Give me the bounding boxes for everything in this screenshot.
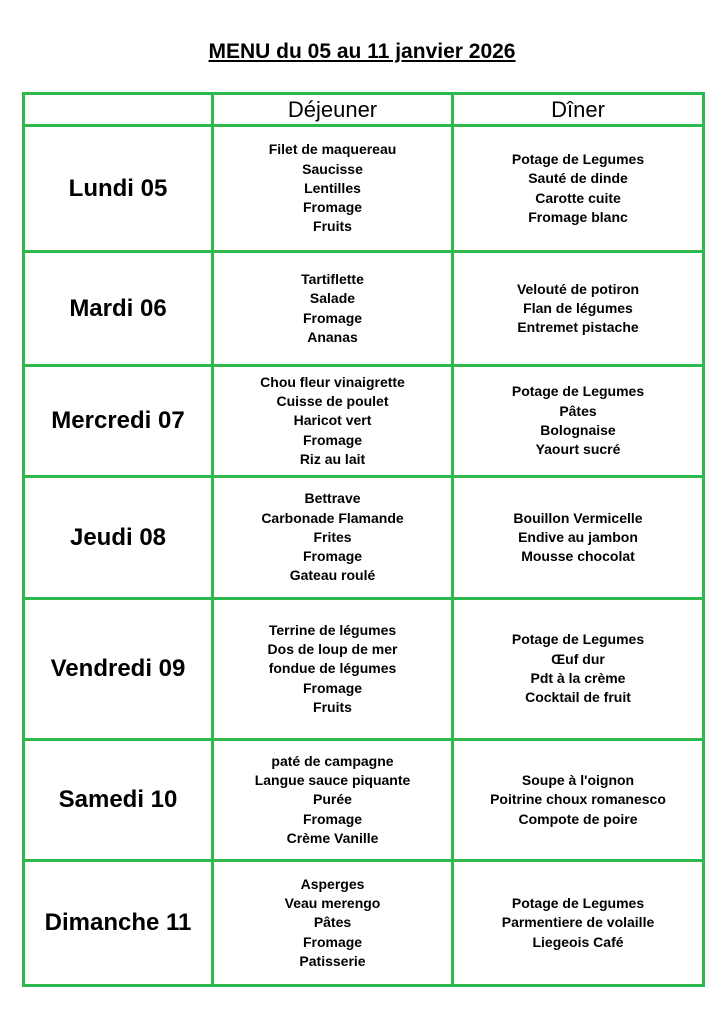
dinner-dish: Pâtes — [559, 402, 597, 419]
lunch-dish: Cuisse de poulet — [276, 393, 389, 410]
lunch-dish: Terrine de légumes — [268, 621, 397, 638]
lunch-header: Déjeuner — [213, 94, 453, 126]
lunch-dish: Fromage — [302, 199, 363, 216]
dinner-dish: Cocktail de fruit — [525, 689, 631, 706]
day-label: Dimanche 11 — [24, 861, 213, 986]
dinner-cell — [453, 477, 704, 599]
page-title: MENU du 05 au 11 janvier 2026 — [208, 40, 516, 63]
lunch-dish: Fruits — [313, 698, 352, 715]
menu-row — [24, 366, 704, 477]
dinner-dish: Bouillon Vermicelle — [513, 509, 643, 526]
lunch-dish: Filet de maquereau — [268, 141, 397, 158]
dinner-dish: Liegeois Café — [532, 933, 624, 950]
lunch-dish: Salade — [309, 290, 356, 307]
day-label: Mardi 06 — [24, 252, 213, 366]
dinner-dish: Potage de Legumes — [511, 631, 645, 648]
day-label: Vendredi 09 — [24, 599, 213, 740]
menu-row — [24, 599, 704, 740]
menu-row — [24, 861, 704, 986]
lunch-dish: Frites — [313, 528, 352, 545]
lunch-dish: Fromage — [302, 548, 363, 565]
dinner-cell — [453, 126, 704, 252]
dinner-dish: Soupe à l'oignon — [521, 772, 635, 789]
menu-table — [22, 92, 705, 987]
dinner-dish: Velouté de potiron — [516, 280, 640, 297]
lunch-cell — [213, 366, 453, 477]
menu-row — [24, 252, 704, 366]
dinner-dish: Œuf dur — [551, 650, 605, 667]
lunch-dish: Gateau roulé — [289, 567, 376, 584]
dinner-cell — [453, 599, 704, 740]
lunch-dish: Riz au lait — [299, 450, 366, 467]
dinner-dish: Mousse chocolat — [521, 548, 635, 565]
dinner-dish: Sauté de dinde — [528, 170, 628, 187]
lunch-cell — [213, 477, 453, 599]
day-label: Jeudi 08 — [24, 477, 213, 599]
dinner-dish: Poitrine choux romanesco — [490, 791, 666, 808]
dinner-header: Dîner — [453, 94, 704, 126]
day-label: Mercredi 07 — [24, 366, 213, 477]
dinner-cell — [453, 861, 704, 986]
dinner-cell — [453, 366, 704, 477]
lunch-dish: Haricot vert — [293, 412, 372, 429]
lunch-cell — [213, 599, 453, 740]
lunch-dish: Ananas — [307, 328, 358, 345]
dinner-dish: Entremet pistache — [517, 319, 639, 336]
lunch-dish: Purée — [313, 791, 352, 808]
dinner-cell — [453, 252, 704, 366]
dinner-dish: Fromage blanc — [528, 208, 628, 225]
lunch-dish: Chou fleur vinaigrette — [260, 373, 405, 390]
lunch-dish: Pâtes — [313, 914, 352, 931]
lunch-dish: Veau merengo — [284, 895, 381, 912]
dinner-dish: Flan de légumes — [523, 299, 633, 316]
lunch-dish: Bettrave — [304, 490, 361, 507]
lunch-dish: Saucisse — [302, 160, 363, 177]
dinner-dish: Potage de Legumes — [511, 895, 645, 912]
lunch-dish: Lentilles — [304, 179, 361, 196]
lunch-dish: Carbonade Flamande — [261, 509, 404, 526]
lunch-dish: Fromage — [302, 679, 363, 696]
dinner-dish: Endive au jambon — [518, 528, 638, 545]
corner-cell — [24, 94, 213, 126]
dinner-cell — [453, 740, 704, 861]
lunch-dish: Patisserie — [299, 952, 366, 969]
lunch-dish: Fruits — [313, 218, 352, 235]
dinner-dish: Potage de Legumes — [511, 150, 645, 167]
lunch-dish: Fromage — [302, 933, 363, 950]
header-row — [24, 94, 704, 126]
dinner-dish: Potage de Legumes — [511, 383, 645, 400]
dinner-dish: Pdt à la crème — [530, 670, 626, 686]
dinner-dish: Bolognaise — [540, 422, 616, 438]
lunch-dish: Dos de loup de mer — [267, 641, 398, 658]
day-label: Samedi 10 — [24, 740, 213, 861]
lunch-dish: fondue de légumes — [268, 660, 397, 677]
lunch-dish: Asperges — [300, 875, 365, 892]
lunch-dish: Langue sauce piquante — [254, 772, 411, 789]
dinner-dish: Carotte cuite — [535, 189, 621, 206]
lunch-dish: paté de campagne — [271, 752, 394, 769]
lunch-dish: Crème Vanille — [286, 829, 379, 846]
menu-row — [24, 477, 704, 599]
lunch-cell — [213, 126, 453, 252]
lunch-cell — [213, 740, 453, 861]
lunch-cell — [213, 861, 453, 986]
dinner-dish: Parmentiere de volaille — [501, 914, 655, 931]
lunch-dish: Fromage — [302, 431, 363, 448]
lunch-cell — [213, 252, 453, 366]
dinner-dish: Yaourt sucré — [535, 441, 621, 458]
dinner-dish: Compote de poire — [518, 810, 638, 827]
lunch-dish: Fromage — [302, 309, 363, 326]
day-label: Lundi 05 — [24, 126, 213, 252]
lunch-dish: Tartiflette — [301, 270, 364, 287]
lunch-dish: Fromage — [302, 810, 363, 827]
menu-row — [24, 740, 704, 861]
menu-row — [24, 126, 704, 252]
